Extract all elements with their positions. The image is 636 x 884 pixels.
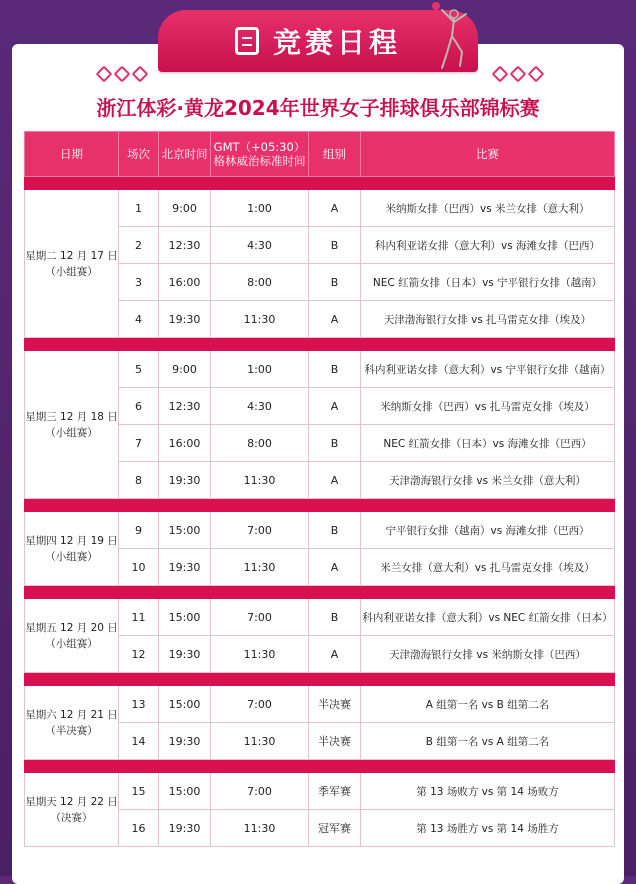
beijing-time-cell: 19:30 bbox=[159, 810, 211, 847]
match-cell: 米兰女排（意大利）vs 扎马雷克女排（埃及） bbox=[361, 549, 615, 586]
date-cell bbox=[25, 351, 119, 499]
banner-title: 竞赛日程 bbox=[272, 26, 401, 59]
group-cell: A bbox=[309, 636, 361, 673]
gmt-time-cell: 4:30 bbox=[211, 227, 309, 264]
separator-cell bbox=[25, 499, 615, 512]
match-no-cell: 8 bbox=[119, 462, 159, 499]
match-no-cell: 16 bbox=[119, 810, 159, 847]
group-cell: B bbox=[309, 512, 361, 549]
group-cell: A bbox=[309, 190, 361, 227]
gmt-time-cell: 11:30 bbox=[211, 549, 309, 586]
stage-label: （决赛） bbox=[50, 811, 93, 824]
group-cell: A bbox=[309, 388, 361, 425]
match-no-cell: 15 bbox=[119, 773, 159, 810]
beijing-time-cell: 16:00 bbox=[159, 425, 211, 462]
group-cell: 半决赛 bbox=[309, 686, 361, 723]
col-date: 日期 bbox=[25, 132, 119, 177]
table-row bbox=[25, 773, 615, 810]
gmt-time-cell: 7:00 bbox=[211, 686, 309, 723]
beijing-time-cell: 16:00 bbox=[159, 264, 211, 301]
match-cell: 科内利亚诺女排（意大利）vs 海滩女排（巴西） bbox=[361, 227, 615, 264]
day-separator bbox=[25, 338, 615, 351]
day-separator bbox=[25, 499, 615, 512]
match-cell: 天津渤海银行女排 vs 米兰女排（意大利） bbox=[361, 462, 615, 499]
day-label: 星期四 12 月 19 日 bbox=[25, 534, 118, 547]
table-row bbox=[25, 686, 615, 723]
beijing-time-cell: 15:00 bbox=[159, 773, 211, 810]
table-row bbox=[25, 351, 615, 388]
beijing-time-cell: 9:00 bbox=[159, 190, 211, 227]
gmt-time-cell: 7:00 bbox=[211, 599, 309, 636]
stage-label: （小组赛） bbox=[45, 550, 98, 563]
beijing-time-cell: 15:00 bbox=[159, 512, 211, 549]
gmt-time-cell: 11:30 bbox=[211, 462, 309, 499]
day-separator bbox=[25, 586, 615, 599]
match-cell: 宁平银行女排（越南）vs 海滩女排（巴西） bbox=[361, 512, 615, 549]
beijing-time-cell: 19:30 bbox=[159, 636, 211, 673]
volleyball-player-icon bbox=[424, 0, 480, 72]
gmt-line2: 格林威治标准时间 bbox=[213, 154, 306, 168]
beijing-time-cell: 19:30 bbox=[159, 301, 211, 338]
date-cell bbox=[25, 773, 119, 847]
day-separator bbox=[25, 760, 615, 773]
table-header-row bbox=[25, 132, 615, 177]
date-cell bbox=[25, 190, 119, 338]
beijing-time-cell: 19:30 bbox=[159, 723, 211, 760]
stage-label: （小组赛） bbox=[45, 426, 98, 439]
date-cell bbox=[25, 512, 119, 586]
decor-dots-left bbox=[98, 68, 146, 80]
match-no-cell: 6 bbox=[119, 388, 159, 425]
match-no-cell: 14 bbox=[119, 723, 159, 760]
stage-label: （半决赛） bbox=[45, 724, 98, 737]
match-cell: A 组第一名 vs B 组第二名 bbox=[361, 686, 615, 723]
match-no-cell: 12 bbox=[119, 636, 159, 673]
match-cell: 科内利亚诺女排（意大利）vs NEC 红箭女排（日本） bbox=[361, 599, 615, 636]
gmt-time-cell: 11:30 bbox=[211, 723, 309, 760]
gmt-time-cell: 7:00 bbox=[211, 773, 309, 810]
gmt-time-cell: 1:00 bbox=[211, 190, 309, 227]
gmt-time-cell: 1:00 bbox=[211, 351, 309, 388]
col-match: 比赛 bbox=[361, 132, 615, 177]
gmt-time-cell: 11:30 bbox=[211, 301, 309, 338]
match-no-cell: 9 bbox=[119, 512, 159, 549]
separator-cell bbox=[25, 177, 615, 190]
gmt-time-cell: 8:00 bbox=[211, 425, 309, 462]
day-separator bbox=[25, 177, 615, 190]
match-no-cell: 7 bbox=[119, 425, 159, 462]
match-no-cell: 4 bbox=[119, 301, 159, 338]
match-no-cell: 1 bbox=[119, 190, 159, 227]
match-cell: 米纳斯女排（巴西）vs 扎马雷克女排（埃及） bbox=[361, 388, 615, 425]
day-label: 星期天 12 月 22 日 bbox=[25, 795, 118, 808]
table-row bbox=[25, 512, 615, 549]
day-separator bbox=[25, 673, 615, 686]
date-cell bbox=[25, 686, 119, 760]
match-no-cell: 13 bbox=[119, 686, 159, 723]
match-cell: 天津渤海银行女排 vs 扎马雷克女排（埃及） bbox=[361, 301, 615, 338]
match-cell: B 组第一名 vs A 组第二名 bbox=[361, 723, 615, 760]
day-label: 星期二 12 月 17 日 bbox=[25, 249, 118, 262]
beijing-time-cell: 19:30 bbox=[159, 462, 211, 499]
match-cell: 米纳斯女排（巴西）vs 米兰女排（意大利） bbox=[361, 190, 615, 227]
col-match-no: 场次 bbox=[119, 132, 159, 177]
beijing-time-cell: 15:00 bbox=[159, 599, 211, 636]
date-cell bbox=[25, 599, 119, 673]
group-cell: 季军赛 bbox=[309, 773, 361, 810]
gmt-time-cell: 4:30 bbox=[211, 388, 309, 425]
gmt-time-cell: 7:00 bbox=[211, 512, 309, 549]
decor-dots-right bbox=[494, 68, 542, 80]
group-cell: 半决赛 bbox=[309, 723, 361, 760]
stage-label: （小组赛） bbox=[45, 265, 98, 278]
stage-label: （小组赛） bbox=[45, 637, 98, 650]
match-no-cell: 3 bbox=[119, 264, 159, 301]
group-cell: B bbox=[309, 425, 361, 462]
group-cell: A bbox=[309, 301, 361, 338]
beijing-time-cell: 12:30 bbox=[159, 227, 211, 264]
match-cell: 第 13 场败方 vs 第 14 场败方 bbox=[361, 773, 615, 810]
match-cell: 科内利亚诺女排（意大利）vs 宁平银行女排（越南） bbox=[361, 351, 615, 388]
match-cell: NEC 红箭女排（日本）vs 宁平银行女排（越南） bbox=[361, 264, 615, 301]
beijing-time-cell: 12:30 bbox=[159, 388, 211, 425]
match-cell: NEC 红箭女排（日本）vs 海滩女排（巴西） bbox=[361, 425, 615, 462]
match-no-cell: 10 bbox=[119, 549, 159, 586]
gmt-time-cell: 11:30 bbox=[211, 810, 309, 847]
day-label: 星期五 12 月 20 日 bbox=[25, 621, 118, 634]
match-cell: 天津渤海银行女排 vs 米纳斯女排（巴西） bbox=[361, 636, 615, 673]
group-cell: B bbox=[309, 264, 361, 301]
gmt-time-cell: 8:00 bbox=[211, 264, 309, 301]
document-icon bbox=[235, 27, 259, 55]
table-row bbox=[25, 190, 615, 227]
beijing-time-cell: 9:00 bbox=[159, 351, 211, 388]
day-label: 星期六 12 月 21 日 bbox=[25, 708, 118, 721]
gmt-time-cell: 11:30 bbox=[211, 636, 309, 673]
separator-cell bbox=[25, 338, 615, 351]
group-cell: B bbox=[309, 227, 361, 264]
group-cell: B bbox=[309, 351, 361, 388]
group-cell: B bbox=[309, 599, 361, 636]
gmt-line1: GMT（+05:30） bbox=[213, 140, 306, 154]
match-no-cell: 11 bbox=[119, 599, 159, 636]
schedule-table bbox=[24, 131, 615, 847]
group-cell: A bbox=[309, 549, 361, 586]
group-cell: 冠军赛 bbox=[309, 810, 361, 847]
separator-cell bbox=[25, 760, 615, 773]
separator-cell bbox=[25, 673, 615, 686]
day-label: 星期三 12 月 18 日 bbox=[25, 410, 118, 423]
beijing-time-cell: 15:00 bbox=[159, 686, 211, 723]
beijing-time-cell: 19:30 bbox=[159, 549, 211, 586]
group-cell: A bbox=[309, 462, 361, 499]
col-beijing-time: 北京时间 bbox=[159, 132, 211, 177]
table-row bbox=[25, 599, 615, 636]
event-title: 浙江体彩·黄龙2024年世界女子排球俱乐部锦标赛 bbox=[96, 96, 540, 120]
match-no-cell: 5 bbox=[119, 351, 159, 388]
separator-cell bbox=[25, 586, 615, 599]
match-no-cell: 2 bbox=[119, 227, 159, 264]
col-gmt-time bbox=[211, 132, 309, 177]
match-cell: 第 13 场胜方 vs 第 14 场胜方 bbox=[361, 810, 615, 847]
col-group: 组别 bbox=[309, 132, 361, 177]
